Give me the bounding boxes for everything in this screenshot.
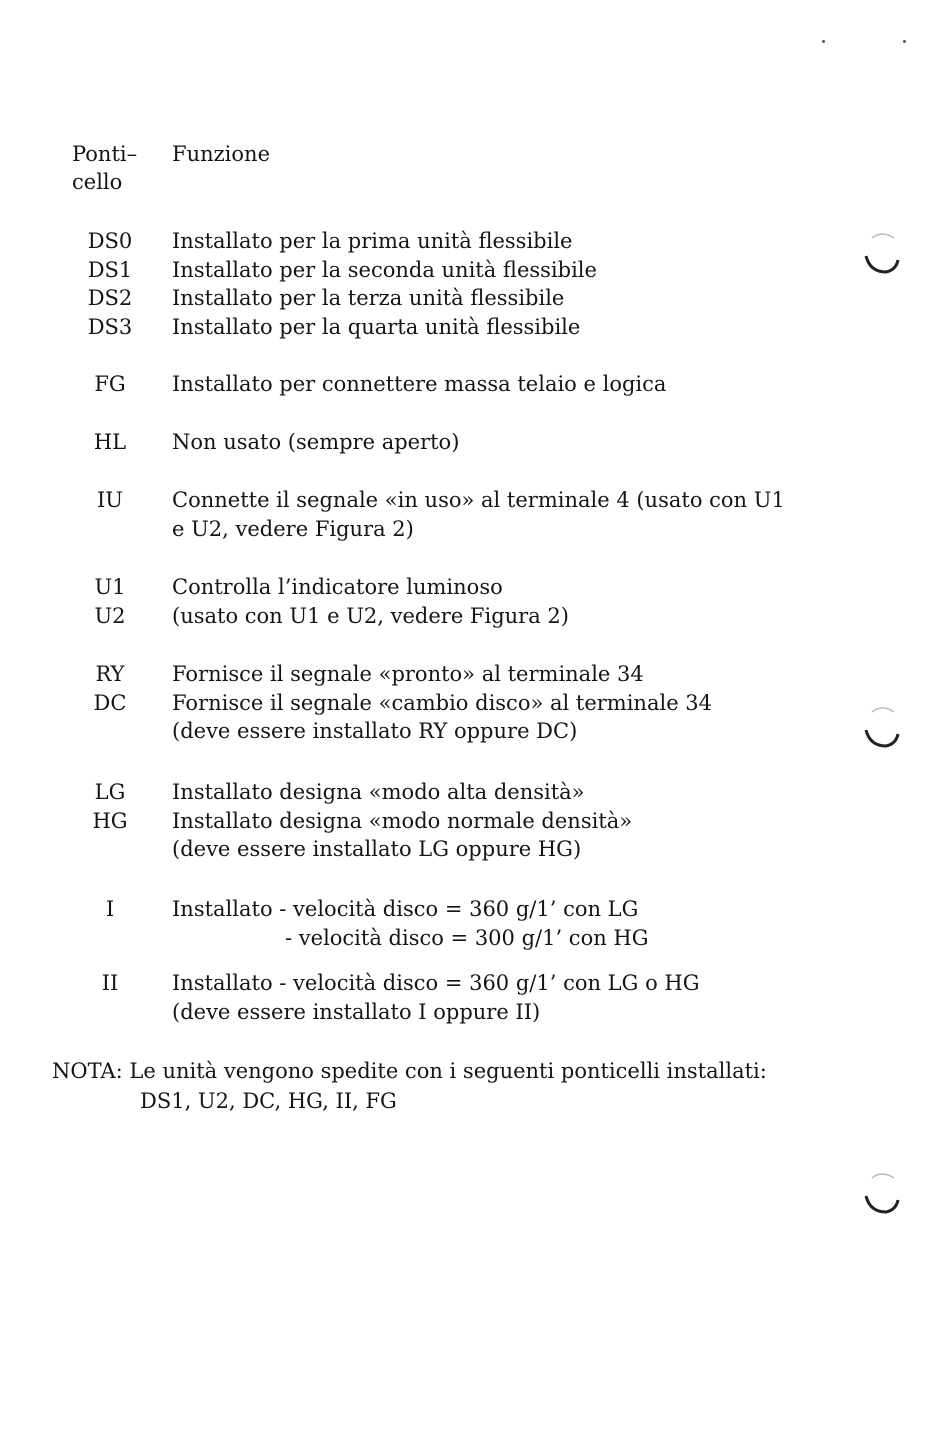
note-label: NOTA: [52,1059,123,1083]
header-jumper-line1: Ponti– [72,142,138,166]
jumper-code: I [105,897,115,921]
jumper-code: DS0 [87,229,133,253]
function-line: Installato per la quarta unità flessibile [172,314,581,339]
jumper-code: LG [94,780,126,804]
jumper-codes [60,370,160,399]
function-line: Fornisce il segnale «pronto» al terminale 34 [172,662,644,686]
function-line: Installato designa «modo normale densità» [172,808,633,833]
punch-hole-icon [860,700,900,752]
function-line: Non usato (sempre aperto) [172,430,460,454]
jumper-codes [60,486,160,515]
jumper-code: DC [93,690,127,715]
function-line: Fornisce il segnale «cambio disco» al terminale 34 [172,690,713,715]
jumper-code: U1 [94,575,126,599]
function-line: Controlla l’indicatore luminoso [172,575,503,599]
note [52,1056,767,1116]
header-jumper-line2: cello [72,170,123,194]
function-text [172,227,832,341]
header-function: Funzione [172,142,270,166]
scan-speck [903,40,906,43]
function-line: Connette il segnale «in uso» al terminale 4 (usato con U1 [172,488,785,512]
header-jumper [72,140,162,196]
scan-speck [822,40,825,43]
punch-hole-icon [860,226,900,278]
note-line2: DS1, U2, DC, HG, II, FG [140,1089,397,1113]
function-text [172,428,832,457]
function-text [172,895,832,952]
punch-hole-icon [860,1166,900,1218]
function-line: (deve essere installato I oppure II) [172,999,541,1024]
jumper-codes [60,660,160,717]
jumper-code: HL [93,430,127,454]
jumper-codes [60,227,160,341]
function-text [172,486,832,543]
jumper-code: DS3 [87,314,133,339]
function-text [172,969,832,1026]
function-line: - velocità disco = 300 g/1’ con HG [285,925,649,950]
function-text [172,660,832,746]
note-line1: Le unità vengono spedite con i seguenti ponticelli installati: [129,1059,767,1083]
function-line: (usato con U1 e U2, vedere Figura 2) [172,603,569,628]
function-line: Installato designa «modo alta densità» [172,780,585,804]
jumper-codes [60,895,160,924]
function-line: (deve essere installato LG oppure HG) [172,837,582,861]
jumper-codes [60,428,160,457]
function-line: Installato per la terza unità flessibile [172,286,565,310]
jumper-code: HG [92,808,128,833]
jumper-code: IU [97,488,123,512]
function-text [172,370,832,399]
jumper-code: RY [95,662,125,686]
jumper-code: U2 [94,603,126,628]
jumper-codes [60,778,160,835]
jumper-codes [60,969,160,998]
function-line: Installato per la seconda unità flessibile [172,257,597,282]
function-line: Installato per connettere massa telaio e logica [172,372,667,396]
function-text [172,573,832,630]
function-line: e U2, vedere Figura 2) [172,516,414,541]
jumper-code: FG [94,372,126,396]
function-text [172,778,832,864]
jumper-code: DS2 [87,286,133,310]
jumper-codes [60,573,160,630]
function-line: Installato - velocità disco = 360 g/1’ con LG [172,897,639,921]
jumper-code: DS1 [87,257,133,282]
function-line: Installato - velocità disco = 360 g/1’ con LG o HG [172,971,700,995]
function-line: Installato per la prima unità flessibile [172,229,573,253]
function-line: (deve essere installato RY oppure DC) [172,719,578,743]
jumper-code: II [101,971,119,995]
